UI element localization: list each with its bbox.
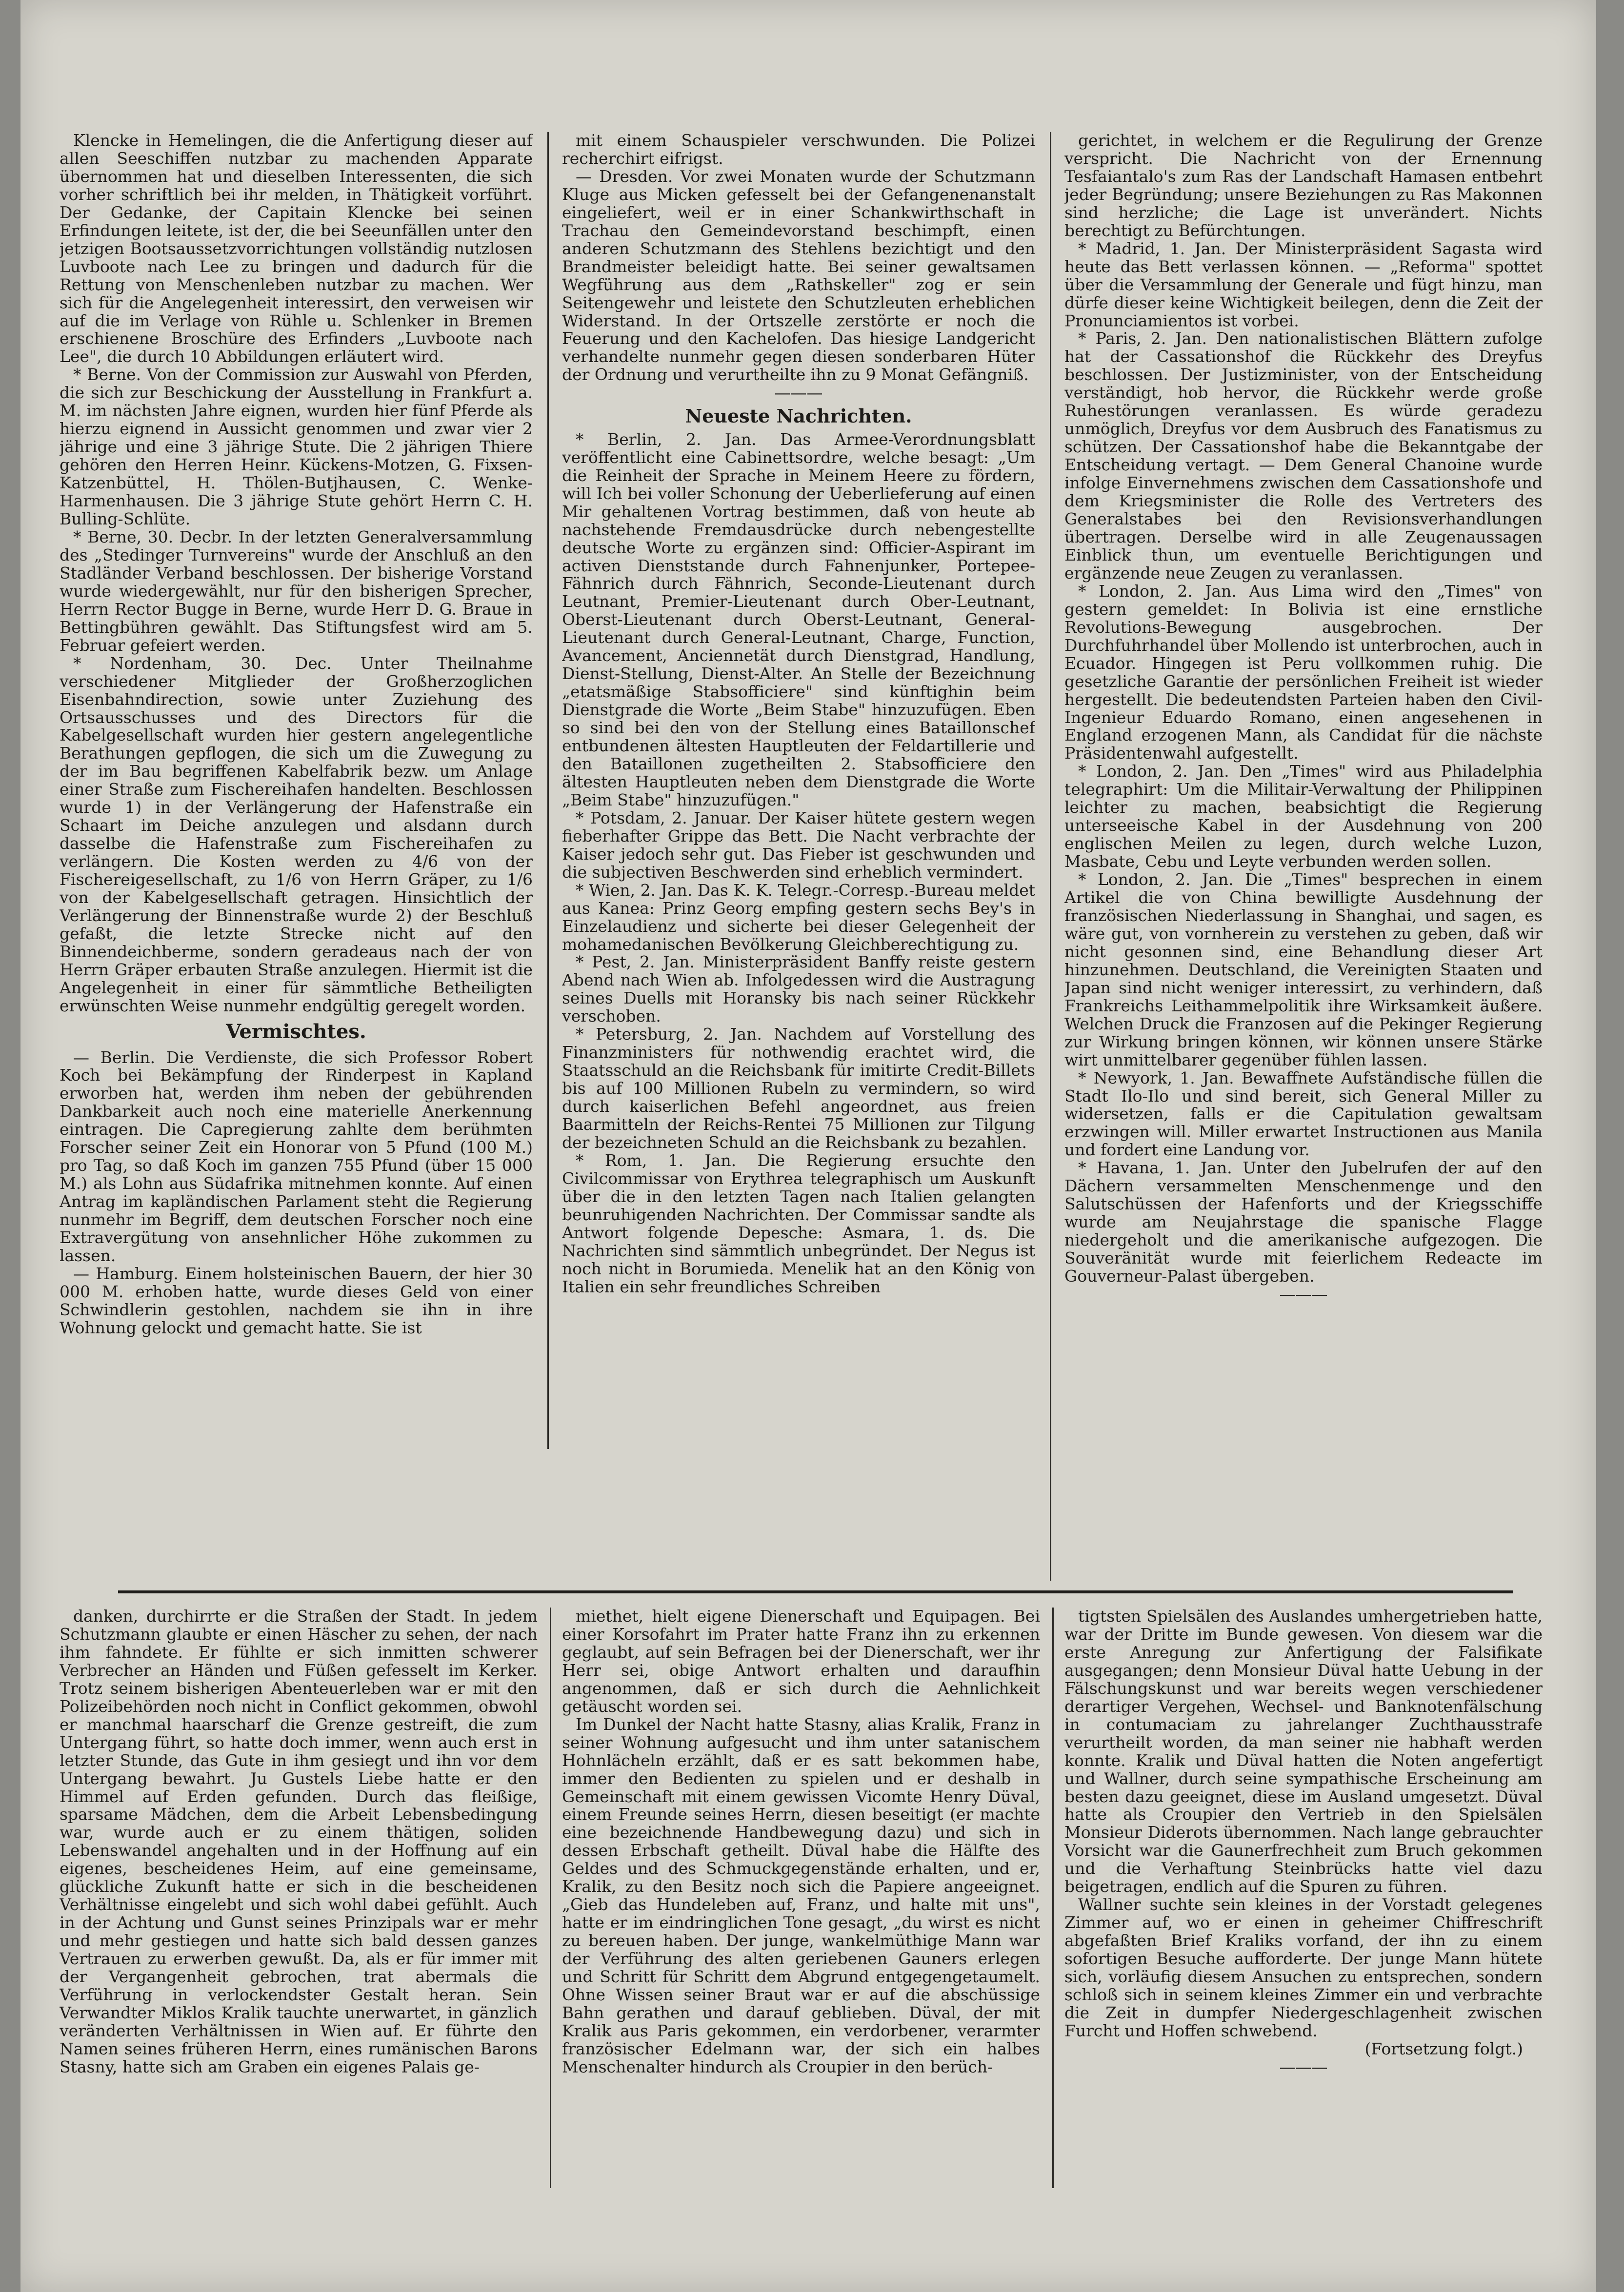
article-hamburg: — Hamburg. Einem holsteinischen Bauern, der hier 30 000 M. erhoben hatte, wurde dieses Geld von einer Schwindlerin gestohlen, nachdem sie ihn in ihre Wohnung gelockt und gemacht hatte. Sie ist [60, 1264, 533, 1337]
article-london-lima: * London, 2. Jan. Aus Lima wird den „Times" von gestern gemeldet: In Bolivia ist eine ernstliche Revolutions-Bewegung ausgebrochen. Der Durchfuhrhandel über Mollendo ist unterbrochen, auch in Ecuador. Hingegen ist Peru vollkommen ruhig. Die gesetzliche Garantie der persönlichen Freiheit ist wieder hergestellt. Die bedeutendsten Parteien haben den Civil-Ingenieur Eduardo Romano, einen angesehenen in England erzogenen Mann, als Candidat für die nächste Präsidentenwahl aufgestellt. [1064, 581, 1543, 763]
serial-text: Wallner suchte sein kleines in der Vorstadt gelegenes Zimmer auf, wo er einen in geheimer Chiffreschrift abgefaßten Brief Kraliks vorfand, der ihn zu einem sofortigen Besuche aufforderte. Der junge Mann hütete sich, vorläufig diesem Ansuchen zu entsprechen, sondern schloß sich in seinem kleines Zimmer ein und verbrachte die Zeit in dumpfer Niedergeschlagenheit zwischen Furcht und Hoffen schwebend. [1064, 1895, 1543, 2040]
continuation-note: (Fortsetzung folgt.) [1364, 2039, 1523, 2058]
serial-text: tigtsten Spielsälen des Auslandes umhergetrieben hatte, war der Dritte im Bunde gewesen. Von diesem war die erste Anregung zur Anfertigung der Falsifikate ausgegangen; denn Monsieur Düval hatte Uebung in der Fälschungskunst und war bereits wegen verschiedener derartiger Vergehen, Wechsel- und Banknotenfälschung in contumaciam zu jahrelanger Zuchthausstrafe verurtheilt worden, da man seiner nie habhaft werden konnte. Kralik und Düval hatten die Noten angefertigt und Wallner, durch seine sympathische Erscheinung am besten dazu geeignet, diese im Ausland umgesetzt. Düval hatte als Croupier den Vertrieb in den Spielsälen Monsieur Diderots übernommen. Nach lange gebrauchter Vorsicht war die Gaunerfrechheit zum Bruch gekommen und die Verhaftung Steinbrücks hatte viel dazu beigetragen, endlich auf die Spuren zu führen. [1064, 1608, 1543, 1896]
article-paris: * Paris, 2. Jan. Den nationalistischen Blättern zufolge hat der Cassationshof die Rückkehr des Dreyfus beschlossen. Der Justizminister, von der Entscheidung verständigt, hob hervor, die Rückkehr werde große Ruhestörungen veranlassen. Es würde geradezu unmöglich, Dreyfus vor dem Ausbruch des Fanatismus zu schützen. Der Cassationshof habe die Bekanntgabe der Entscheidung vertagt. — Dem General Chanoine wurde infolge Einvernehmens zwischen dem Cassationshofe und dem Kriegsminister die Rolle des Vertreters des Generalstabes bei den Revisionsverhandlungen übertragen. Derselbe wird in alle Zeugenaussagen Einblick thun, um eventuelle Berichtigungen und ergänzende neue Zeugen zu veranlassen. [1064, 329, 1543, 583]
article-berne-turnverein: * Berne, 30. Decbr. In der letzten Generalversammlung des „Stedinger Turnvereins" wurde der Anschluß an den Stadländer Verband beschlossen. Der bisherige Vorstand wurde wiedergewählt, nur für den bisherigen Sprecher, Herrn Rector Bugge in Berne, wurde Herr D. G. Braue in Bettingbühren gewählt. Das Stiftungsfest wird am 5. Februar gefeiert werden. [60, 527, 533, 655]
article-newyork: * Newyork, 1. Jan. Bewaffnete Aufständische füllen die Stadt Ilo-Ilo und sind bereit, sich General Miller zu widersetzen, falls er die Capitulation gewaltsam erzwingen will. Miller erwartet Instructionen aus Manila und fordert eine Landung vor. [1064, 1068, 1543, 1160]
article-klencke: Klencke in Hemelingen, die die Anfertigung dieser auf allen Seeschiffen nutzbar zu machenden Apparate übernommen hat und dieselben Interessenten, die sich vorher schriftlich bei ihr melden, in Thätigkeit vorführt. Der Gedanke, der Capitain Klencke bei seinen Erfindungen leitete, ist der, die bei Seeunfällen unter den jetzigen Bootsaussetzvorrichtungen vollständig nutzlosen Luvboote nach Lee zu bringen und dadurch für die Rettung von Menschenleben nutzbar zu machen. Wer sich für die Angelegenheit interessirt, den verweisen wir auf die im Verlage von Rühle u. Schlenker in Bremen erschienene Broschüre des Erfinders „Luvboote nach Lee", die durch 10 Abbildungen erläutert wird. [60, 132, 533, 366]
lower-column-2 [562, 1608, 1040, 2188]
separator: ——— [1279, 1285, 1328, 1304]
serial-text: Im Dunkel der Nacht hatte Stasny, alias Kralik, Franz in seiner Wohnung aufgesucht und ihm unter satanischem Hohnlächeln erzählt, daß er es satt bekommen habe, immer den Bedienten zu spielen und er deshalb in Gemeinschaft mit einem gewissen Vicomte Henry Düval, einem Freunde seines Herrn, diesen beseitigt (er machte eine bezeichnende Handbewegung dazu) und sich in dessen Erbschaft getheilt. Düval habe die Hälfte des Geldes und des Schmuckgegenstände erhalten, und er, Kralik, zu den Besitz noch sich die Papiere angeeignet. „Gieb das Hundeleben auf, Franz, und halte mit uns", hatte er im eindringlichen Tone gesagt, „du wirst es nicht zu bereuen haben. Der junge, wankelmüthige Mann war der Verführung des alten geriebenen Gauners erlegen und Schritt für Schritt dem Abgrund entgegengetaumelt. Ohne Wissen seiner Braut war er auf die abschüssige Bahn gerathen und darauf geblieben. Düval, der mit Kralik aus Paris gekommen, ein verdorbener, verarmter französischer Edelmann war, der sich ein halbes Menschenalter hindurch als Croupier in den berüch- [562, 1714, 1040, 2076]
article-petersburg: * Petersburg, 2. Jan. Nachdem auf Vorstellung des Finanzministers für nothwendig erachtet wird, die Staatsschuld an die Reichsbank für imitirte Credit-Billets bis auf 100 Millionen Rubeln zu vermindern, so wird durch kaiserlichen Befehl angeordnet, aus freien Baarmitteln der Reichs-Rentei 75 Millionen zur Tilgung der bezeichneten Schuld an die Reichsbank zu bezahlen. [562, 1025, 1035, 1152]
article-havana: * Havana, 1. Jan. Unter den Jubelrufen der auf den Dächern versammelten Menschenmenge und den Salutschüssen der Hafenforts und der Kriegsschiffe wurde am Neujahrstage die spanische Flagge niedergeholt und die amerikanische aufgezogen. Die Souveränität wurde mit feierlichem Redeacte im Gouverneur-Palast übergeben. [1064, 1158, 1543, 1286]
article-grenze: gerichtet, in welchem er die Regulirung der Grenze verspricht. Die Nachricht von der Ernennung Tesfaiantalo's zum Ras der Landschaft Hamasen entbehrt jeder Begründung; unsere Beziehungen zu Ras Makonnen sind herzliche; die Lage ist unverändert. Nichts berechtigt zu Befürchtungen. [1064, 132, 1543, 240]
article-rom: * Rom, 1. Jan. Die Regierung ersuchte den Civilcommissar von Erythrea telegraphisch um Auskunft über die in den letzten Tagen nach Italien gelangten beunruhigenden Nachrichten. Der Commissar sandte als Antwort folgende Depesche: Asmara, 1. ds. Die Nachrichten sind sämmtlich unbegründet. Der Negus ist noch nicht in Borumieda. Menelik hat an den König von Italien ein sehr freundliches Schreiben [562, 1150, 1035, 1296]
upper-section [60, 132, 1543, 1581]
article-madrid: * Madrid, 1. Jan. Der Ministerpräsident Sagasta wird heute das Bett verlassen können. — „Reforma" spottet über die Versammlung der Generale und fügt hinzu, man dürfe dieser keine Wichtigkeit beilegen, denn die Zeit der Pronunciamientos ist vorbei. [1064, 239, 1543, 330]
article-dresden: — Dresden. Vor zwei Monaten wurde der Schutzmann Kluge aus Micken gefesselt bei der Gefangenenanstalt eingeliefert, weil er in einer Schankwirthschaft in Trachau den Gemeindevorstand beschimpft, einen anderen Schutzmann des Stehlens bezichtigt und den Brandmeister beleidigt hatte. Bei seiner gewaltsamen Wegführung aus dem „Rathskeller" zog er sein Seitengewehr und leistete den Schutzleuten erheblichen Widerstand. In der Ortszelle zerstörte er noch die Feuerung und den Kachelofen. Das hiesige Landgericht verhandelte nunmehr gegen diesen sonderbaren Hüter der Ordnung und verurtheilte ihn zu 9 Monat Gefängniß. [562, 166, 1035, 384]
article-potsdam: * Potsdam, 2. Januar. Der Kaiser hütete gestern wegen fieberhafter Grippe das Bett. Die Nacht verbrachte der Kaiser jedoch sehr gut. Das Fieber ist geschwunden und die subjectiven Beschwerden sind erheblich vermindert. [562, 808, 1035, 882]
article-polizei: mit einem Schauspieler verschwunden. Die Polizei recherchirt eifrigst. [562, 132, 1035, 168]
column-rule [550, 1608, 551, 2188]
lower-section [60, 1608, 1543, 2188]
lower-column-3 [1064, 1608, 1543, 2188]
article-berlin-armee: * Berlin, 2. Jan. Das Armee-Verordnungsblatt veröffentlicht eine Cabinettsordre, welche besagt: „Um die Reinheit der Sprache in Meinem Heere zu fördern, will Ich bei voller Schonung der Ueberlieferung auf einen Mir gehaltenen Vortrag bestimmen, daß von heute ab nachstehende Fremdausdrücke durch nebengestellte deutsche Worte zu ergänzen sind: Officier-Aspirant im activen Dienststande durch Fahnenjunker, Portepee-Fähnrich durch Fähnrich, Seconde-Lieutenant durch Leutnant, Premier-Lieutenant durch Ober-Leutnant, Oberst-Lieutenant durch Oberst-Leutnant, General-Lieutenant durch General-Leutnant, Charge, Function, Avancement, Anciennetät durch Dienstgrad, Handlung, Dienst-Stellung, Dienst-Alter. An Stelle der Bezeichnung „etatsmäßige Stabsofficiere" sind künftighin beim Dienstgrade die Worte „Beim Stabe" hinzuzufügen. Eben so sind bei den von der Stellung eines Bataillonschef entbundenen ältesten Hauptleuten der Feldartillerie und den Bataillonen zugetheilten 2. Stabsofficiere den ältesten Hauptleuten neben dem Dienstgrade die Worte „Beim Stabe" hinzuzufügen." [562, 429, 1035, 809]
column-rule [1050, 132, 1051, 1581]
article-nordenham: * Nordenham, 30. Dec. Unter Theilnahme verschiedener Mitglieder der Großherzoglichen Eisenbahndirection, sowie unter Zuziehung des Ortsausschusses und des Directors für die Kabelgesellschaft wurden hier gestern angelegentliche Berathungen gepflogen, die sich um die Zuwegung zu der im Bau begriffenen Kabelfabrik bezw. um Anlage einer Straße zum Fischereihafen handelten. Beschlossen wurde 1) in der Verlängerung der Hafenstraße ein Schaart im Deiche anzulegen und alsdann durch dasselbe die Hafenstraße zum Fischereihafen zu verlängern. Die Kosten werden zu 4/6 von der Fischereigesellschaft, zu 1/6 von Herrn Gräper, zu 1/6 von der Kabelgesellschaft getragen. Hinsichtlich der Verlängerung der Binnenstraße wurde 2) der Beschluß gefaßt, die letzte Strecke nicht auf den Binnendeichberme, sondern geradeaus nach der von Herrn Gräper erbauten Straße anzulegen. Hiermit ist die Angelegenheit in einer für sämmtliche Betheiligten erwünschten Weise nunmehr endgültig geregelt worden. [60, 653, 533, 1015]
article-berne-pferde: * Berne. Von der Commission zur Auswahl von Pferden, die sich zur Beschickung der Ausstellung in Frankfurt a. M. im nächsten Jahre eignen, wurden hier fünf Pferde als hierzu eignend in Aussicht genommen und zwar vier 2 jährige und eine 3 jährige Stute. Die 2 jährigen Thiere gehören den Herren Heinr. Kückens-Motzen, G. Fixsen-Katzenbüttel, H. Thölen-Butjhausen, C. Wenke-Harmenhausen. Die 3 jährige Stute gehört Herrn C. H. Bulling-Schlüte. [60, 365, 533, 529]
upper-column-1 [60, 132, 533, 1581]
upper-column-2 [562, 132, 1035, 1581]
separator: ——— [774, 383, 823, 402]
column-rule [547, 132, 549, 1449]
lower-column-1 [60, 1608, 538, 2188]
column-rule [1052, 1608, 1054, 2188]
article-london-shanghai: * London, 2. Jan. Die „Times" besprechen in einem Artikel die von China bewilligte Ausdehnung der französischen Niederlassung in Shanghai, und sagen, es wäre gut, von vornherein zu verstehen zu geben, daß wir nicht gesonnen sind, eine Behandlung dieser Art hinzunehmen. Deutschland, die Vereinigten Staaten und Japan sind nicht weniger interessirt, zu verhindern, daß Frankreichs Leithammelpolitik ihre Wirksamkeit äußere. Welchen Druck die Franzosen auf die Pekinger Regierung zur Wirkung bringen können, wir können unsere Stärke wirt unmittelbarer gegenüber fühlen lassen. [1064, 870, 1543, 1069]
article-wien: * Wien, 2. Jan. Das K. K. Telegr.-Corresp.-Bureau meldet aus Kanea: Prinz Georg empfing gestern sechs Bey's in Einzelaudienz und sicherte bei dieser Gelegenheit der mohamedanischen Bevölkerung Gleichberechtigung zu. [562, 880, 1035, 954]
article-london-philippinen: * London, 2. Jan. Den „Times" wird aus Philadelphia telegraphirt: Um die Militair-Verwaltung der Philippinen leichter zu machen, beabsichtigt die Regierung unterseeische Kabel in der Ausdehnung von 200 englischen Meilen zu legen, durch welche Luzon, Masbate, Cebu und Leyte verbunden werden sollen. [1064, 762, 1543, 871]
upper-column-3 [1064, 132, 1543, 1581]
serial-text: miethet, hielt eigene Dienerschaft und Equipagen. Bei einer Korsofahrt im Prater hatte Franz ihn zu erkennen geglaubt, auf sein Befragen bei der Dienerschaft, wer ihr Herr sei, obige Antwort erhalten und daraufhin angenommen, daß er sich durch die Aehnlichkeit getäuscht worden sei. [562, 1608, 1040, 1716]
section-divider [118, 1590, 1513, 1593]
section-heading-neueste-nachrichten: Neueste Nachrichten. [685, 405, 912, 427]
section-heading-vermischtes: Vermischtes. [226, 1020, 366, 1043]
serial-text: danken, durchirrte er die Straßen der Stadt. In jedem Schutzmann glaubte er einen Häscher zu sehen, der nach ihm fahndete. Er fühlte er sich inmitten schwerer Verbrecher an Händen und Füßen gefesselt im Kerker. Trotz seinem bisherigen Abenteuerleben war er mit den Polizeibehörden noch nicht in Conflict gekommen, obwohl er manchmal haarscharf die Grenze gestreift, die zum Untergang führt, so hatte doch immer, wenn auch erst in letzter Stunde, das Gute in ihm gesiegt und ihn vor dem Untergang bewahrt. Ju Gustels Liebe hatte er den Himmel auf Erden gefunden. Durch das fleißige, sparsame Mädchen, dem die Arbeit Lebensbedingung war, wurde auch er zu einem thätigen, soliden Lebenswandel angehalten und in der Hoffnung auf ein eigenes, bescheidenes Heim, auf eine gemeinsame, glückliche Zukunft hatte er sich in die bescheidenen Verhältnisse eingelebt und sich wohl dabei gefühlt. Auch in der Achtung und Gunst seines Prinzipals war er mehr und mehr gestiegen und hatte sich bald dessen ganzes Vertrauen zu erwerben gewußt. Da, als er für immer mit der Vergangenheit gebrochen, trat abermals die Verführung in verlockendster Gestalt heran. Sein Verwandter Miklos Kralik tauchte unerwartet, in gänzlich veränderten Verhältnissen in Wien auf. Er führte den Namen seines früheren Herrn, eines rumänischen Barons Stasny, hatte sich am Graben ein eigenes Palais ge- [60, 1608, 538, 2076]
article-berlin-koch: — Berlin. Die Verdienste, die sich Professor Robert Koch bei Bekämpfung der Rinderpest in Kapland erworben hat, werden ihm neben der gebührenden Dankbarkeit auch noch eine materielle Anerkennung eintragen. Die Capregierung zahlte dem berühmten Forscher seiner Zeit ein Honorar von 5 Pfund (100 M.) pro Tag, so daß Koch im ganzen 755 Pfund (über 15 000 M.) als Lohn aus Südafrika mitnehmen konnte. Auf einen Antrag im kapländischen Parlament steht die Regierung nunmehr im Begriff, dem deutschen Forscher noch eine Extravergütung von ansehnlicher Höhe zukommen zu lassen. [60, 1047, 533, 1265]
newspaper-page [20, 0, 1596, 2292]
article-pest: * Pest, 2. Jan. Ministerpräsident Banffy reiste gestern Abend nach Wien ab. Infolgedessen wird die Austragung seines Duells mit Horansky bis nach seiner Rückkehr verschoben. [562, 952, 1035, 1026]
separator: ——— [1279, 2057, 1328, 2076]
